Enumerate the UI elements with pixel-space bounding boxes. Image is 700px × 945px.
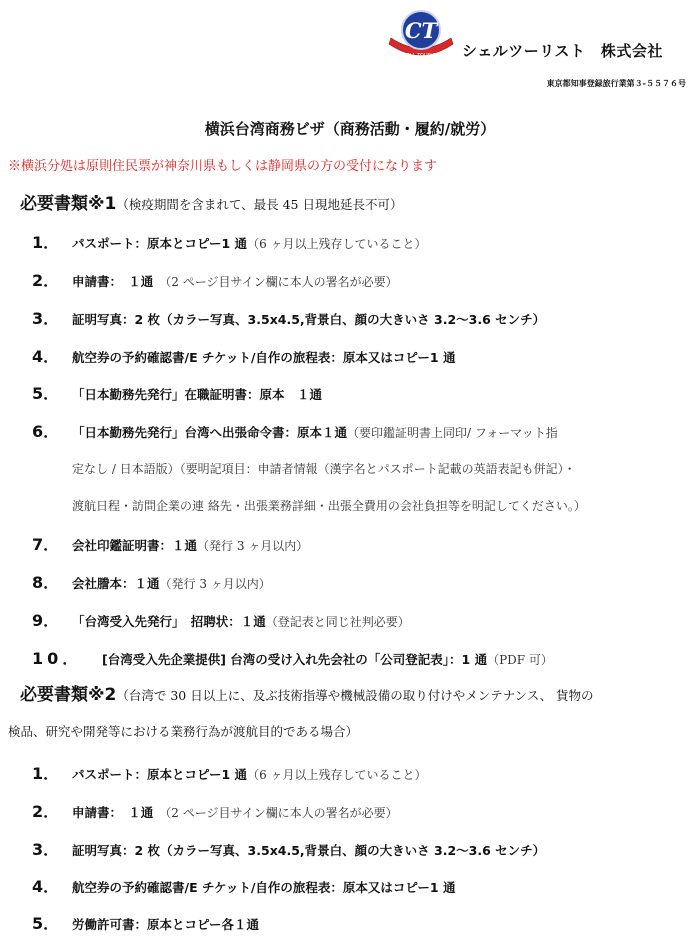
item-main: 証明写真：2 枚（カラー写真、3.5x4.5,背景白、顔の大きいさ 3.2〜3.6 センチ） [72, 312, 546, 327]
item-number: 7． [32, 535, 60, 554]
item-main: 会社謄本：１通 [72, 576, 160, 591]
item-note: （2 ページ目サイン欄に本人の署名が必要） [153, 275, 398, 289]
item-main: パスポート：原本とコピー1 通 [72, 767, 248, 782]
item-note: （要印鑑証明書上同印/ フォーマット指 [347, 426, 558, 440]
list-item [32, 649, 553, 670]
item-main: 航空券の予約確認書/E チケット/自作の旅程表：原本又はコピー1 通 [72, 880, 456, 895]
item-number: 4． [32, 877, 60, 896]
logo-ring-text: CELL TOURIST [403, 53, 439, 59]
item-main: [台湾受入先企業提供] 台湾の受け入れ先会社の「公司登記表」：1 通 [102, 652, 488, 667]
company-logo [385, 4, 457, 66]
item-note: （PDF 可） [487, 653, 553, 667]
item-note: （2 ページ目サイン欄に本人の署名が必要） [153, 806, 398, 820]
item-note: （6 ヶ月以上残存していること） [247, 237, 427, 251]
section2-subtitle: （台湾で 30 日以上に、及ぶ技術指導や機械設備の取り付けやメンテナンス、 貨物の [116, 688, 594, 703]
section1-heading-row [20, 194, 402, 216]
item-main: 航空券の予約確認書/E チケット/自作の旅程表：原本又はコピー1 通 [72, 350, 456, 365]
list-item [32, 384, 322, 405]
section2-heading: 必要書類※2 [20, 685, 117, 705]
section1-heading: 必要書類※1 [20, 194, 117, 214]
list-item [32, 347, 455, 368]
item6-continuation: 定なし / 日本語版）（要明記項目：申請者情報（漢字名とパスポート記載の英語表記も併記）・ [72, 462, 576, 476]
item-number: 2． [32, 271, 60, 290]
item-main: 会社印鑑証明書：１通 [72, 538, 198, 553]
item-number: 5． [32, 384, 60, 403]
page-title: 横浜台湾商務ビザ（商務活動・履約/就労） [204, 120, 496, 138]
item-number: 5． [32, 914, 60, 933]
item-main: 証明写真：2 枚（カラー写真、3.5x4.5,背景白、顔の大きいさ 3.2〜3.6 センチ） [72, 843, 546, 858]
item-number: 9． [32, 611, 60, 630]
item-number: 3． [32, 309, 60, 328]
list-item [32, 233, 427, 254]
item-main: 「日本勤務先発行」在職証明書：原本 １通 [72, 387, 323, 402]
list-item [32, 840, 545, 861]
item-main: 申請書： １通 [72, 805, 154, 820]
list-item [32, 573, 271, 594]
list-item [32, 271, 398, 292]
company-name: シェルツーリスト 株式会社 [462, 42, 663, 60]
item-main: 労働許可書：原本とコピー各１通 [72, 917, 260, 932]
item-number: 4． [32, 347, 60, 366]
item6-continuation: 渡航日程・訪問企業の連 絡先・出張業務詳細・出張全費用の会社負担等を明記してください。） [72, 499, 586, 513]
list-item [32, 611, 410, 632]
list-item [32, 764, 427, 785]
list-item [32, 877, 455, 898]
item-number: 10． [32, 649, 83, 668]
item-main: 申請書： １通 [72, 274, 154, 289]
list-item [32, 309, 545, 330]
item-number: 1． [32, 764, 60, 783]
item-note: （登記表と同じ社判必要） [265, 615, 410, 629]
section2-heading-row [20, 685, 594, 707]
item-note: （6 ヶ月以上残存していること） [247, 768, 427, 782]
item-note: （発行 3 ヶ月以内） [197, 539, 309, 553]
item-main: 「台湾受入先発行」 招聘状：１通 [72, 614, 266, 629]
list-item [32, 802, 398, 823]
list-item [32, 914, 259, 935]
item-number: 2． [32, 802, 60, 821]
list-item [32, 422, 558, 443]
item-number: 3． [32, 840, 60, 859]
item-main: パスポート：原本とコピー1 通 [72, 236, 248, 251]
item-note: （発行 3 ヶ月以内） [159, 577, 271, 591]
logo-initials: CT [404, 18, 438, 43]
notice-text: ※横浜分処は原則住民票が神奈川県もしくは静岡県の方の受付になります [8, 159, 438, 174]
item-number: 6． [32, 422, 60, 441]
license-number: 東京都知事登録旅行業第３-５５７６号 [546, 79, 686, 88]
item-number: 1． [32, 233, 60, 252]
section2-subtitle-continuation: 検品、研究や開発等における業務行為が渡航目的である場合） [8, 724, 359, 739]
section1-subtitle: （検疫期間を含まれて、最長 45 日現地延長不可） [116, 197, 403, 212]
list-item [32, 535, 308, 556]
item-number: 8． [32, 573, 60, 592]
item-main: 「日本勤務先発行」台湾へ出張命令書：原本１通 [72, 425, 348, 440]
